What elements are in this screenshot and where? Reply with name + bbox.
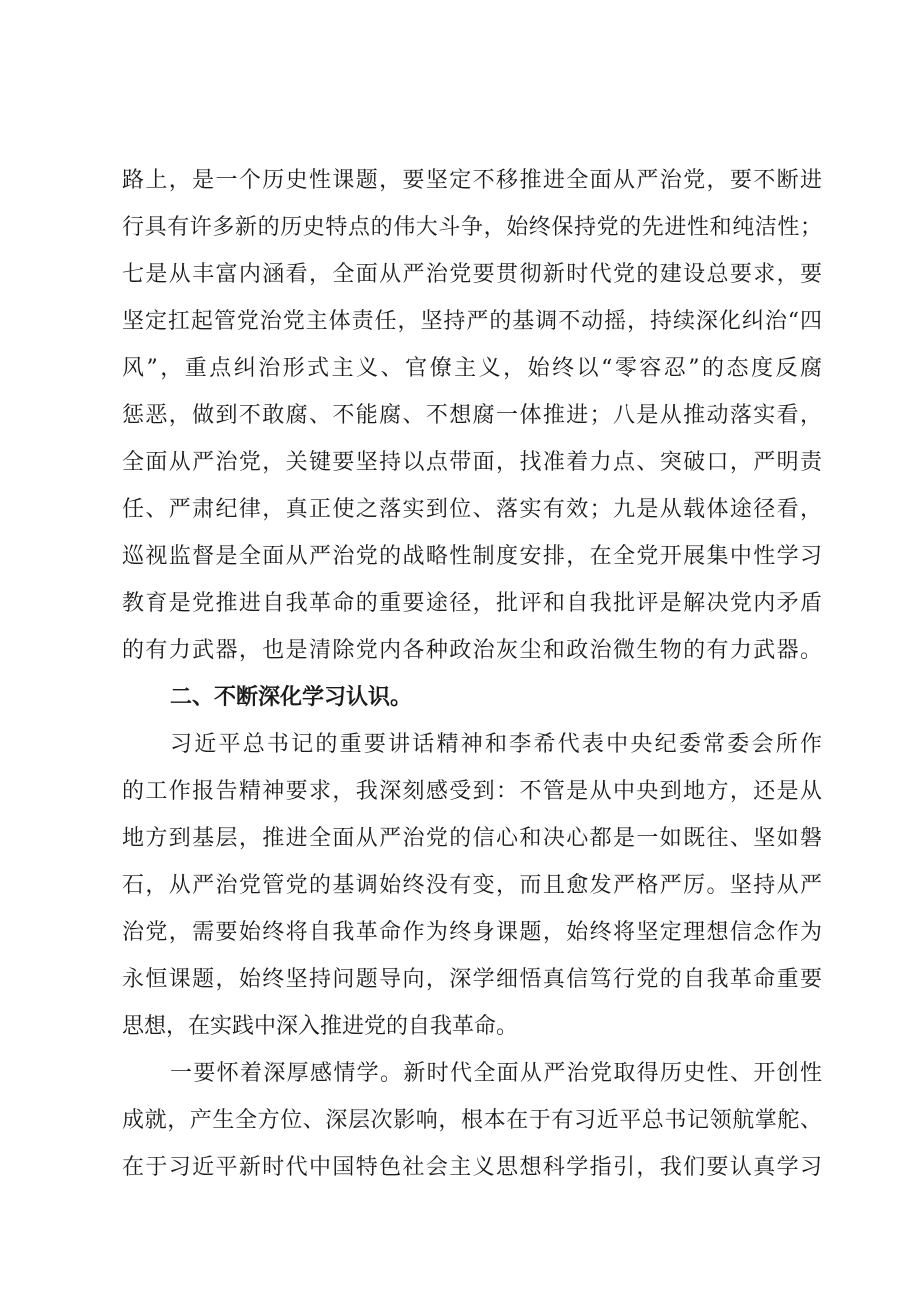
paragraph-line: 巡视监督是全面从严治党的战略性制度安排，在全党开展集中性学习 (122, 544, 822, 569)
paragraph-line: 路上，是一个历史性课题，要坚定不移推进全面从严治党，要不断进 (122, 168, 822, 193)
paragraph-line: 地方到基层，推进全面从严治党的信心和决心都是一如既往、坚如磐 (122, 826, 822, 851)
paragraph-line: 的工作报告精神要求，我深刻感受到：不管是从中央到地方，还是从 (122, 779, 822, 804)
paragraph-line: 教育是党推进自我革命的重要途径，批评和自我批评是解决党内矛盾 (122, 591, 822, 616)
paragraph-line: 石，从严治党管党的基调始终没有变，而且愈发严格严厉。坚持从严 (122, 873, 822, 898)
paragraph-line: 全面从严治党，关键要坚持以点带面，找准着力点、突破口，严明责 (122, 450, 822, 475)
paragraph-line: 治党，需要始终将自我革命作为终身课题，始终将坚定理想信念作为 (122, 920, 822, 945)
paragraph-line: 成就，产生全方位、深层次影响，根本在于有习近平总书记领航掌舵、 (122, 1108, 822, 1133)
paragraph-line: 惩恶，做到不敢腐、不能腐、不想腐一体推进；八是从推动落实看， (122, 403, 822, 428)
paragraph-line: 一要怀着深厚感情学。新时代全面从严治党取得历史性、开创性 (170, 1061, 822, 1086)
paragraph-line: 七是从丰富内涵看，全面从严治党要贯彻新时代党的建设总要求，要 (122, 262, 822, 287)
paragraph-line: 永恒课题，始终坚持问题导向，深学细悟真信笃行党的自我革命重要 (122, 967, 822, 992)
paragraph-line: 习近平总书记的重要讲话精神和李希代表中央纪委常委会所作 (170, 732, 822, 757)
paragraph-line: 行具有许多新的历史特点的伟大斗争，始终保持党的先进性和纯洁性； (122, 215, 822, 240)
paragraph-line: 坚定扛起管党治党主体责任，坚持严的基调不动摇，持续深化纠治“四 (122, 309, 822, 334)
section-heading: 二、不断深化学习认识。 (170, 685, 413, 710)
paragraph-line: 思想，在实践中深入推进党的自我革命。 (122, 1014, 519, 1039)
paragraph-line: 风”，重点纠治形式主义、官僚主义，始终以“零容忍”的态度反腐 (122, 356, 822, 381)
paragraph-line: 的有力武器，也是清除党内各种政治灰尘和政治微生物的有力武器。 (122, 638, 822, 663)
paragraph-line: 在于习近平新时代中国特色社会主义思想科学指引，我们要认真学习 (122, 1155, 822, 1180)
paragraph-line: 任、严肃纪律，真正使之落实到位、落实有效；九是从载体途径看， (122, 497, 822, 522)
